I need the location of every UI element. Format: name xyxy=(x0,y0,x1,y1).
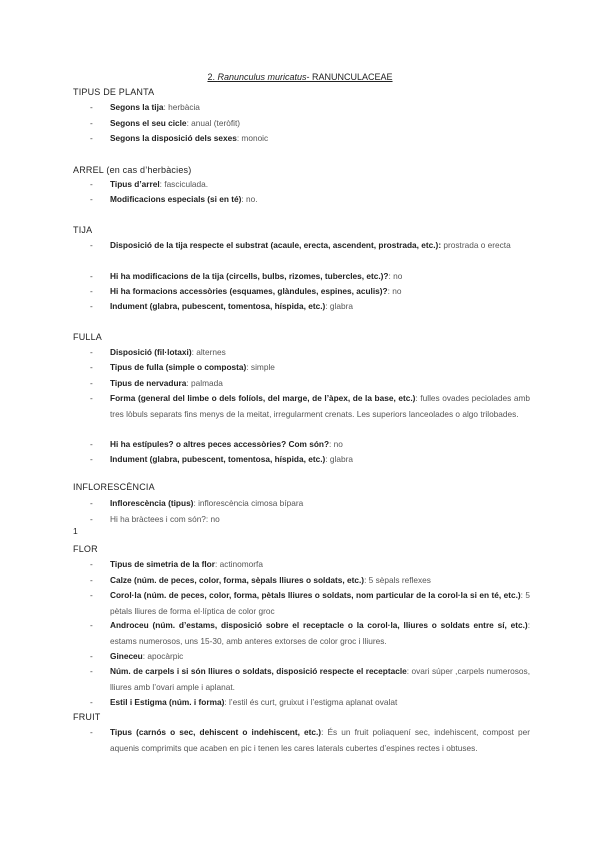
page-number: 1 xyxy=(73,526,78,536)
heading-fruit: FRUIT xyxy=(73,712,101,722)
heading-flor: FLOR xyxy=(73,544,98,554)
heading-inflorescencia: INFLORESCÈNCIA xyxy=(73,482,155,492)
heading-fulla: FULLA xyxy=(73,332,103,342)
document-page: 2. Ranunculus muricatus- RANUNCULACEAE TIPUS DE PLANTA - Segons la tija: herbàcia - Segons el seu cicle: anual (teròfit) - Segons la disposició dels sexes: monoic ARREL (en cas d’herbàcies) - Tipus d’arrel: fasciculada. - Modificacions especials (si en té): no. TIJA - Disposició de la tija respecte el substrat (acaule, erecta, ascendent, prostrada, etc.): prostrada o erecta - Hi ha modificacions de la tija (circells, bulbs, rizomes, tubercles, etc.)?: no - Hi ha formacions accessòries (esquames, glàndules, espines, aculis)?: no - Indument (glabra, pubescent, tomentosa, híspida, etc.): glabra FULLA - Disposició (fil·lotaxi): alternes - Tipus de fulla (simple o composta): simple - Tipus de nervadura: palmada - Forma (general del limbe o dels folíols, del marge, de l’àpex, de la base, etc.): fulles ovades peciolades amb tres lòbuls separats fins menys de la meitat, irregularment crenats. Les superiors lanceolades o algo trilobades. - Hi ha estípules? o altres peces accessòries? Com són?: no - Indument (glabra, pubescent, tomentosa, híspida, etc.): glabra INFLORESCÈNCIA - Inflorescència (tipus): inflorescència cimosa bípara - Hi ha bràctees i com són?: no 1 FLOR - Tipus de simetria de la flor: actinomorfa - Calze (núm. de peces, color, forma, sèpals lliures o soldats, etc.): 5 sèpals reflexes - Corol·la (núm. de peces, color, forma, pètals lliures o soldats, nom particular de la corol·la si en té, etc.): 5 pètals lliures de forma el·líptica de color groc - Androceu (núm. d’estams, disposició sobre el receptacle o la corol·la, lliures o soldats entre sí, etc.): estams numerosos, uns 15-30, amb anteres extorses de color groc i lliures. - Gineceu: apocàrpic - Núm. de carpels i si són lliures o soldats, disposició respecte el receptacle: ovari súper ,carpels numerosos, lliures amb l’ovari ample i aplanat. - Estil i Estigma (núm. i forma): l’estil és curt, gruixut i l’estigma aplanat ovalat FRUIT - Tipus (carnós o sec, dehiscent o indehiscent, etc.): És un fruit poliaquení sec, indehiscent, compost per aquenis comprimits que acaben en pic i tenen les cares laterals cubertes d’espines rectes i obtuses. xyxy=(0,0,600,848)
heading-tipus-planta: TIPUS DE PLANTA xyxy=(73,87,155,97)
heading-tija: TIJA xyxy=(73,225,93,235)
page-title xyxy=(0,72,600,82)
title-species: Ranunculus muricatus xyxy=(217,72,307,82)
heading-arrel: ARREL (en cas d’herbàcies) xyxy=(73,165,192,175)
title-family: - RANUNCULACEAE xyxy=(306,72,393,82)
title-number: 2. xyxy=(207,72,218,82)
